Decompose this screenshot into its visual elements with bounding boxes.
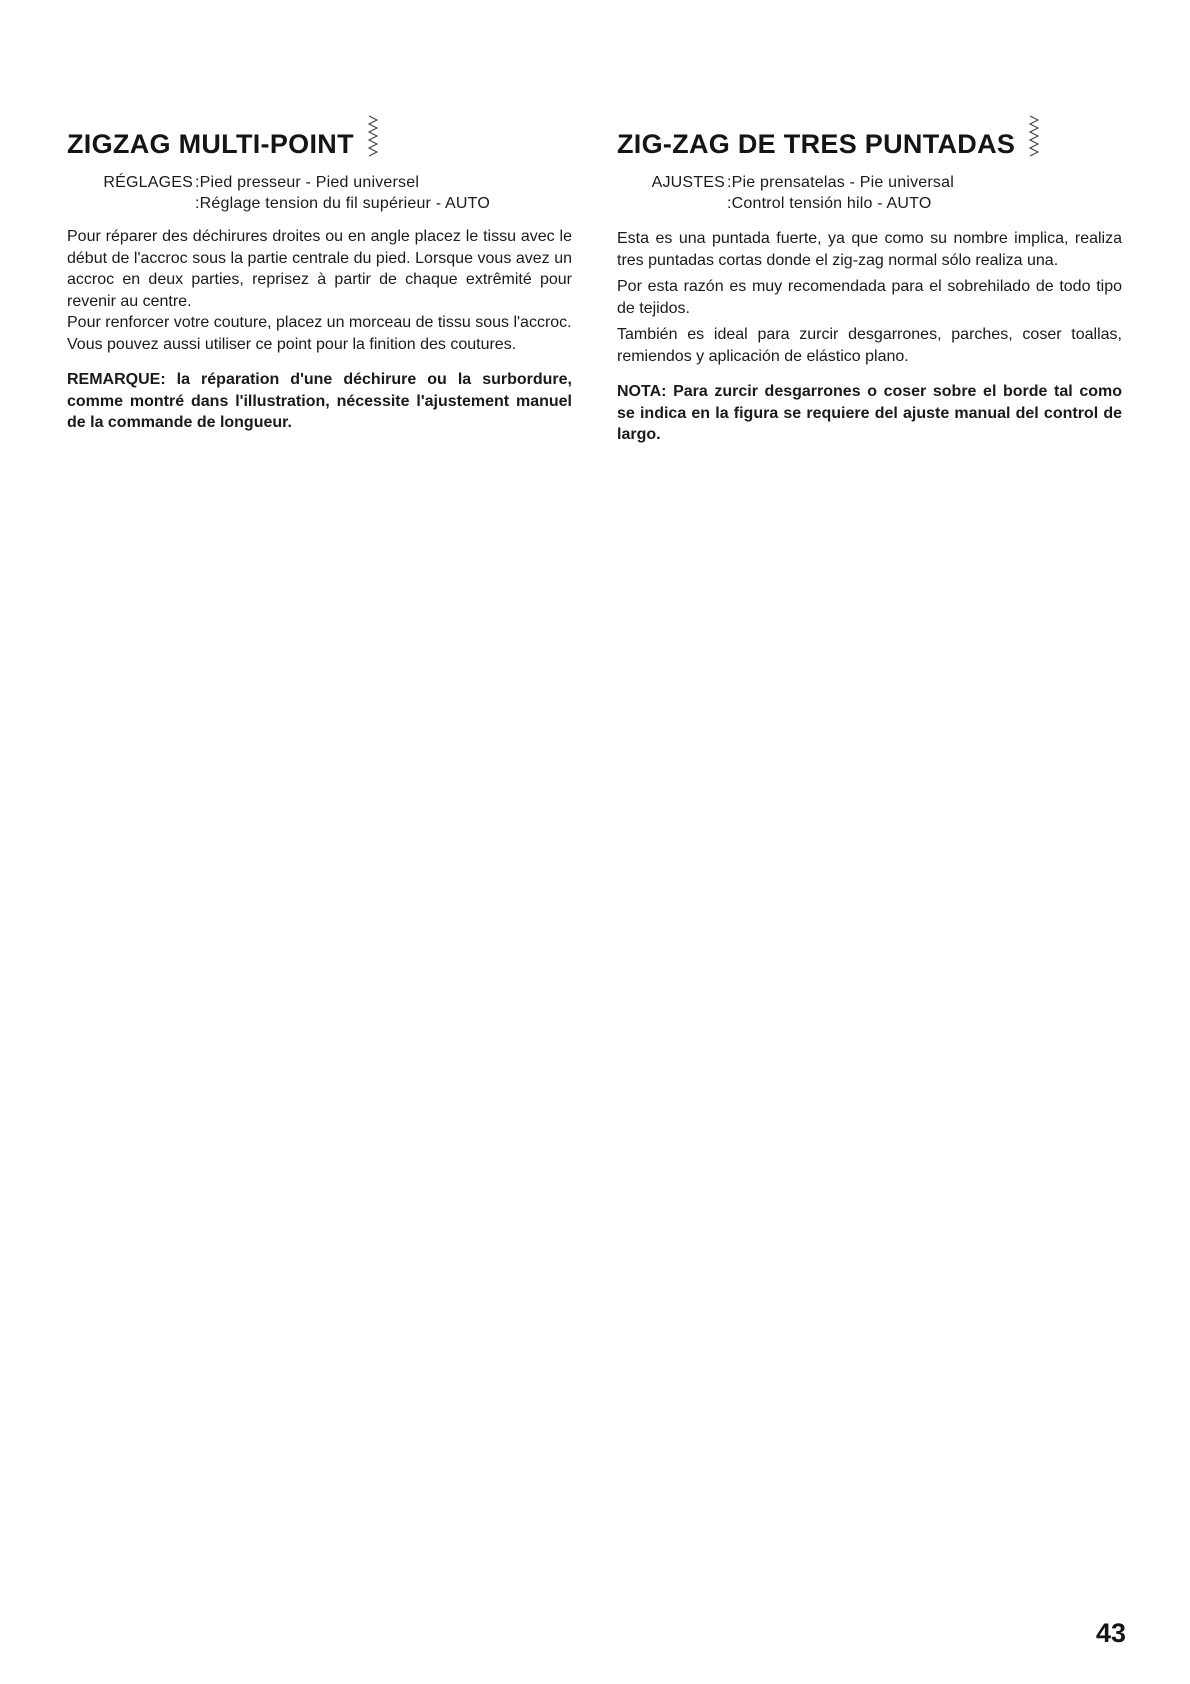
french-settings-label: RÉGLAGES (103, 174, 193, 191)
french-paragraph-2: Pour renforcer votre couture, placez un morceau de tissu sous l'accroc. (67, 314, 572, 331)
french-title: ZIGZAG MULTI-POINT (67, 129, 354, 159)
spanish-settings-line1: :Pie prensatelas - Pie universal (727, 174, 954, 191)
multi-step-zigzag-stitch-icon (1027, 114, 1041, 158)
spanish-paragraph-1: Esta es una puntada fuerte, ya que como su nombre implica, realiza tres puntadas cortas donde el zig-zag normal sólo realiza una. (617, 230, 1122, 269)
spanish-title: ZIG-ZAG DE TRES PUNTADAS (617, 129, 1016, 159)
french-paragraph-1: Pour réparer des déchirures droites ou en angle placez le tissu avec le début de l'accroc sous la partie centrale du pied. Lorsque vous avez un accroc en deux parties, reprisez à partir de chaque extrêmité pour revenir au centre. (67, 228, 572, 310)
spanish-settings-line2: :Control tensión hilo - AUTO (727, 195, 932, 212)
spanish-settings (617, 172, 1122, 214)
french-title-row (67, 112, 572, 158)
french-settings (67, 172, 572, 214)
french-note: REMARQUE: la réparation d'une déchirure ou la surbordure, comme montré dans l'illustration, nécessite l'ajustement manuel de la commande de longueur. (67, 371, 572, 431)
spanish-title-row (617, 112, 1122, 158)
spanish-paragraph-2: Por esta razón es muy recomendada para el sobrehilado de todo tipo de tejidos. (617, 278, 1122, 317)
multi-step-zigzag-stitch-icon (366, 114, 380, 158)
french-settings-line2: :Réglage tension du fil supérieur - AUTO (195, 195, 490, 212)
spanish-paragraph-3: También es ideal para zurcir desgarrones, parches, coser toallas, remiendos y aplicación de elástico plano. (617, 326, 1122, 365)
spanish-settings-label: AJUSTES (651, 174, 725, 191)
french-section (67, 112, 572, 434)
page-number: 43 (1095, 1618, 1126, 1648)
french-settings-line1: :Pied presseur - Pied universel (195, 174, 420, 191)
spanish-note: NOTA: Para zurcir desgarrones o coser sobre el borde tal como se indica en la figura se requiere del ajuste manual del control de largo. (617, 383, 1122, 443)
spanish-section (617, 112, 1122, 446)
french-paragraph-3: Vous pouvez aussi utiliser ce point pour la finition des coutures. (67, 335, 517, 353)
